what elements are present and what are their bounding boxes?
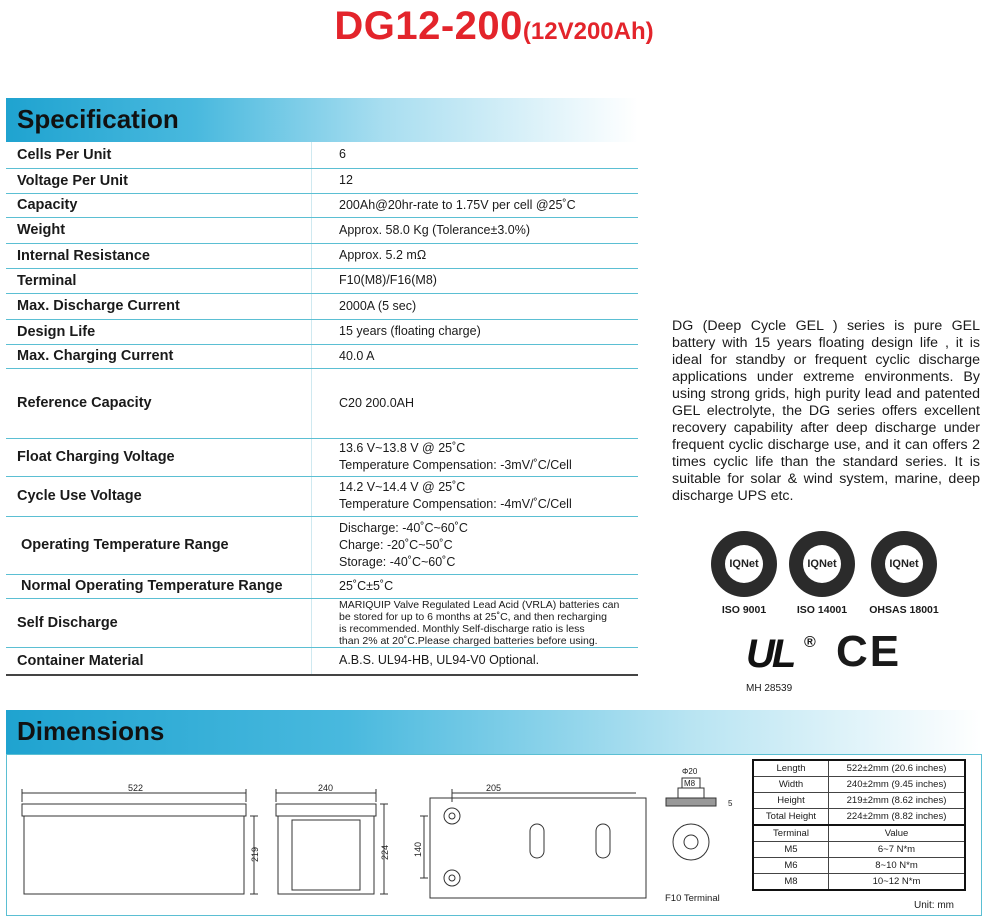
spec-value-line: Temperature Compensation: -4mV/˚C/Cell — [339, 497, 572, 511]
spec-value-line: F10(M8)/F16(M8) — [339, 273, 437, 287]
terminal-gap-label: 140 — [413, 841, 423, 857]
spec-key: Weight — [6, 217, 312, 243]
spec-value — [312, 217, 639, 243]
specification-header — [6, 98, 638, 142]
spec-key: Design Life — [6, 319, 312, 344]
spec-key: Voltage Per Unit — [6, 168, 312, 193]
spec-value-line: 40.0 A — [339, 348, 375, 363]
spec-value-line: Storage: -40˚C~60˚C — [339, 554, 456, 569]
spec-row — [6, 438, 638, 476]
spec-value-line: than 2% at 20˚C.Please charged batteries before using. — [339, 634, 598, 647]
dimension-row — [753, 874, 965, 891]
front-view-drawing — [22, 783, 260, 894]
iqnet-seal-icon — [789, 531, 855, 597]
spec-value — [312, 598, 639, 647]
spec-row — [6, 574, 638, 598]
dimension-label: M5 — [753, 842, 829, 858]
spec-row — [6, 319, 638, 344]
spec-row — [6, 168, 638, 193]
dimension-label: Total Height — [753, 809, 829, 826]
dimension-row — [753, 793, 965, 809]
spec-value-line: Discharge: -40˚C~60˚C — [339, 520, 468, 535]
ul-file-number: MH 28539 — [746, 683, 793, 694]
dimension-label: M6 — [753, 858, 829, 874]
spec-row — [6, 516, 638, 574]
dimension-label: Width — [753, 777, 829, 793]
unit-note: Unit: mm — [914, 900, 954, 911]
spec-value — [312, 476, 639, 516]
ce-logo: CE — [836, 627, 902, 676]
spec-row — [6, 647, 638, 675]
spec-row — [6, 344, 638, 368]
spec-row — [6, 293, 638, 319]
spec-value — [312, 438, 639, 476]
spec-value-line: 2000A (5 sec) — [339, 298, 417, 313]
terminal-diameter-label: Φ20 — [682, 767, 698, 776]
seal-text: IQNet — [885, 545, 923, 583]
terminal-span-label: 205 — [486, 783, 502, 793]
spec-value-line: MARIQUIP Valve Regulated Lead Acid (VRLA) batteries can — [339, 598, 620, 611]
dimension-label: M8 — [753, 874, 829, 891]
spec-value-line: 14.2 V~14.4 V @ 25˚C — [339, 480, 466, 494]
spec-row — [6, 368, 638, 438]
spec-value — [312, 293, 639, 319]
terminal-post-label: 5 — [728, 799, 733, 808]
dimension-value: 10~12 N*m — [829, 874, 966, 891]
spec-row — [6, 243, 638, 268]
seal-text: IQNet — [725, 545, 763, 583]
spec-value-line: Temperature Compensation: -3mV/˚C/Cell — [339, 458, 572, 472]
dimension-value: 224±2mm (8.82 inches) — [829, 809, 966, 826]
spec-value-line: C20 200.0AH — [339, 395, 415, 410]
spec-key: Cycle Use Voltage — [6, 476, 312, 516]
spec-row — [6, 598, 638, 647]
dimension-row — [753, 825, 965, 842]
side-view-drawing — [276, 783, 390, 894]
top-view-drawing — [413, 783, 646, 898]
spec-value-line: 15 years (floating charge) — [339, 324, 481, 338]
dimension-value: 6~7 N*m — [829, 842, 966, 858]
page-title — [0, 6, 988, 46]
dimension-label: Length — [753, 760, 829, 777]
spec-key: Capacity — [6, 193, 312, 217]
certification-badge — [784, 531, 860, 616]
spec-key: Terminal — [6, 268, 312, 293]
front-height-label: 219 — [250, 846, 260, 862]
spec-row — [6, 142, 638, 168]
terminal-detail-drawing — [666, 767, 733, 860]
certification-label: ISO 14001 — [796, 604, 848, 616]
specification-heading: Specification — [17, 104, 179, 134]
spec-value-line: 200Ah@20hr-rate to 1.75V per cell @25˚C — [339, 197, 576, 212]
dimension-row — [753, 777, 965, 793]
dimension-row — [753, 809, 965, 826]
spec-key: Container Material — [6, 647, 312, 675]
seal-text: IQNet — [803, 545, 841, 583]
dimension-value: 522±2mm (20.6 inches) — [829, 760, 966, 777]
spec-value-line: Approx. 58.0 Kg (Tolerance±3.0%) — [339, 222, 530, 237]
iqnet-seal-icon — [871, 531, 937, 597]
spec-key: Cells Per Unit — [6, 142, 312, 168]
spec-row — [6, 268, 638, 293]
spec-value — [312, 647, 639, 675]
side-total-height-label: 224 — [380, 844, 390, 860]
spec-value-line: 12 — [339, 173, 353, 187]
spec-value — [312, 516, 639, 574]
ul-mark: UL — [746, 632, 794, 676]
dimensions-heading: Dimensions — [17, 716, 165, 746]
certification-label: ISO 9001 — [721, 604, 767, 616]
terminal-caption: F10 Terminal — [665, 893, 720, 904]
spec-value — [312, 193, 639, 217]
dimension-value: Value — [829, 825, 966, 842]
dimension-label: Height — [753, 793, 829, 809]
spec-row — [6, 217, 638, 243]
spec-value-line: is recommended. Monthly Self-discharge ratio is less — [339, 622, 585, 635]
dimension-label: Terminal — [753, 825, 829, 842]
dimension-drawings — [6, 754, 751, 914]
spec-value-line: 13.6 V~13.8 V @ 25˚C — [339, 441, 466, 455]
dimensions-table — [752, 759, 966, 891]
terminal-bolt-label: M8 — [684, 779, 696, 788]
certification-badge — [866, 531, 942, 616]
spec-value — [312, 168, 639, 193]
spec-row — [6, 476, 638, 516]
spec-key: Internal Resistance — [6, 243, 312, 268]
ul-logo — [746, 632, 816, 676]
model-name: DG12-200 — [334, 4, 523, 48]
dimension-row — [753, 858, 965, 874]
spec-value — [312, 142, 639, 168]
dimension-row — [753, 842, 965, 858]
spec-key: Operating Temperature Range — [6, 516, 312, 574]
iqnet-seal-icon — [711, 531, 777, 597]
dimensions-header — [6, 710, 982, 754]
spec-value-line: 6 — [339, 147, 346, 162]
certification-label: OHSAS 18001 — [869, 604, 939, 616]
dimension-value: 240±2mm (9.45 inches) — [829, 777, 966, 793]
spec-key: Normal Operating Temperature Range — [6, 574, 312, 598]
ul-registered: ® — [804, 634, 816, 651]
spec-key: Self Discharge — [6, 598, 312, 647]
spec-value-line: A.B.S. UL94-HB, UL94-V0 Optional. — [339, 653, 540, 668]
spec-value — [312, 319, 639, 344]
dimension-value: 8~10 N*m — [829, 858, 966, 874]
spec-key: Reference Capacity — [6, 368, 312, 438]
spec-row — [6, 193, 638, 217]
spec-value — [312, 243, 639, 268]
spec-key: Max. Charging Current — [6, 344, 312, 368]
spec-value-line: Approx. 5.2 mΩ — [339, 248, 427, 262]
spec-value — [312, 368, 639, 438]
specification-table — [6, 142, 638, 676]
dimension-value: 219±2mm (8.62 inches) — [829, 793, 966, 809]
spec-key: Float Charging Voltage — [6, 438, 312, 476]
spec-value — [312, 268, 639, 293]
spec-value — [312, 574, 639, 598]
model-rating: (12V200Ah) — [522, 18, 654, 45]
spec-value — [312, 344, 639, 368]
front-length-label: 522 — [128, 783, 144, 793]
dimension-row — [753, 760, 965, 777]
spec-value-line: be stored for up to 6 months at 25˚C, and then recharging — [339, 610, 607, 623]
spec-value-line: Charge: -20˚C~50˚C — [339, 537, 453, 552]
spec-key: Max. Discharge Current — [6, 293, 312, 319]
side-width-label: 240 — [318, 783, 334, 793]
certification-badge — [706, 531, 782, 616]
series-description: DG (Deep Cycle GEL ) series is pure GEL battery with 15 years floating design life , it is ideal for standby or frequent cyclic discharge applications under extreme environments. By using strong grids, high purity lead and patented GEL electrolyte, the DG series offers excellent recovery capability after deep discharge under frequent cyclic discharge use, and it can offers 2 times cyclic life than the standard series. It is suitable for solar & wind system, marine, deep discharge UPS etc. — [672, 318, 980, 504]
spec-value-line: 25˚C±5˚C — [339, 578, 394, 593]
